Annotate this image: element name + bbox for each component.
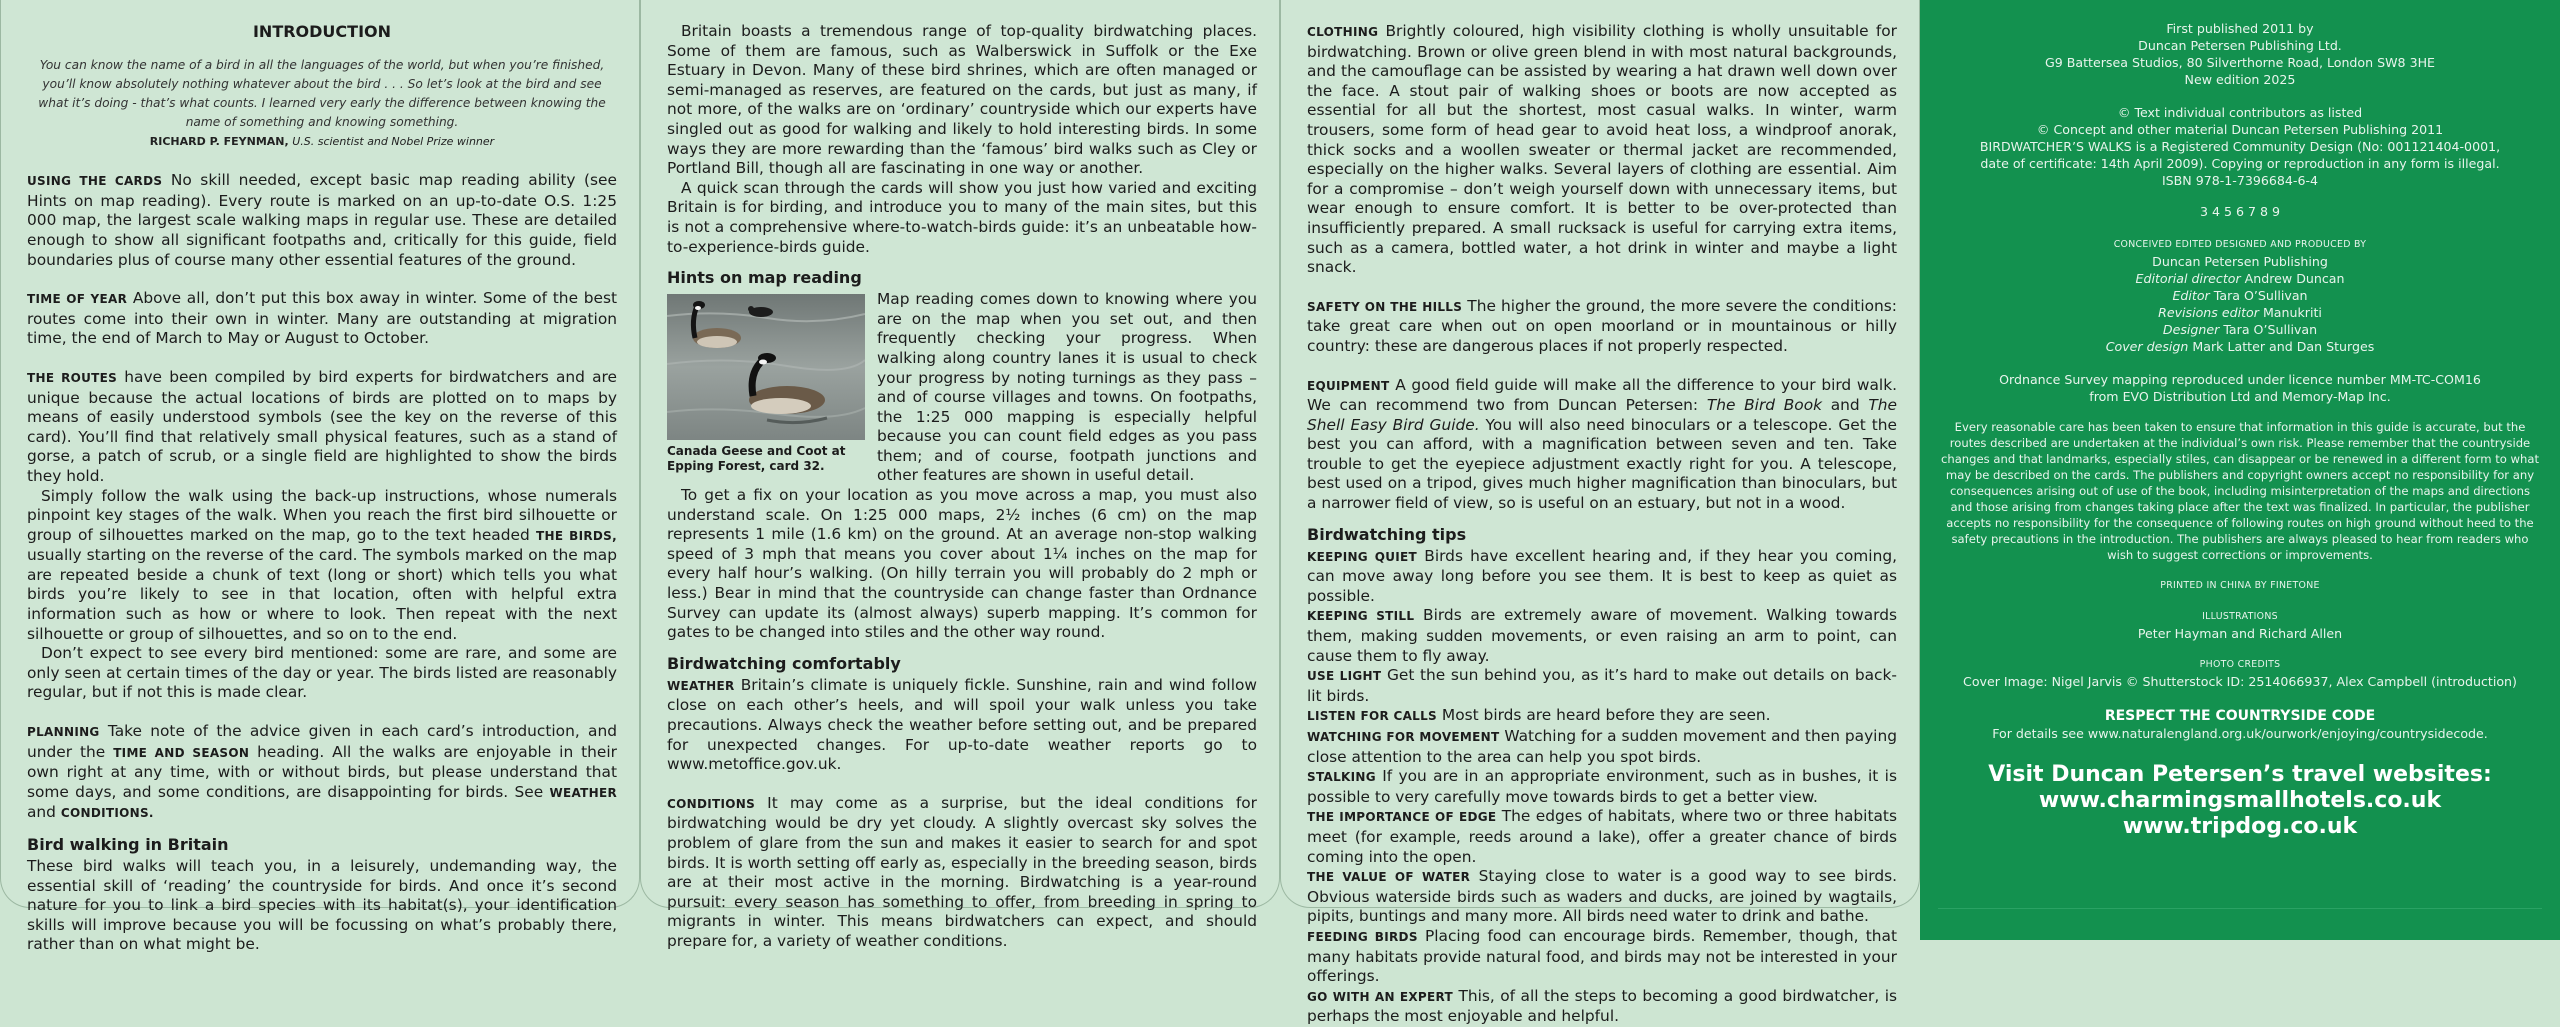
panel-clothing-tips bbox=[1280, 0, 1920, 1026]
credit-line: Editor Tara O’Sullivan bbox=[2172, 288, 2308, 303]
credit-line: Editorial director Andrew Duncan bbox=[2135, 271, 2345, 286]
bird-walking-heading: Bird walking in Britain bbox=[27, 835, 229, 854]
photo-credits-label: PHOTO CREDITS bbox=[2199, 659, 2281, 670]
geese-photo-figure bbox=[667, 294, 865, 474]
credits-list bbox=[1940, 270, 2540, 355]
tip-item: GO WITH AN EXPERT This, of all the steps to becoming a good birdwatcher, is perhaps the most enjoyable and helpful. bbox=[1307, 986, 1897, 1026]
visit-heading: Visit Duncan Petersen’s travel websites: bbox=[1988, 762, 2492, 787]
os-licence: Ordnance Survey mapping reproduced under licence number MM-TC-COM16 from EVO Distribution Ltd and Memory-Map Inc. bbox=[1999, 372, 2481, 404]
conceived-label: CONCEIVED EDITED DESIGNED AND PRODUCED BY bbox=[2113, 239, 2367, 250]
routes-paragraph: THE ROUTES have been compiled by bird experts for birdwatchers and are unique because the actual locations of birds are plotted on to maps by means of easily understood symbols (see the key on the reverse of this card). You’ll find that relatively small physical features, such as a stand of gorse, a patch of scrub, or a single field are highlighted to show the birds they hold. bbox=[27, 367, 617, 485]
disclaimer: Every reasonable care has been taken to ensure that information in this guide is accurate, but the routes described are undertaken at the individual’s own risk. Please remember that the countryside changes and that landmarks, especially stiles, can disappear or be renewed in a different form to what may be described on the cards. The publishers and copyright owners accept no responsibility for any consequences arising out of use of the book, including misinterpretation of the maps and directions and those arising from changes taking place after the text was finalized. In particular, the publisher accepts no responsibility for the consequence of following routes on high ground without heed to the safety precautions in the introduction. The publishers are always pleased to hear from readers who wish to suggest corrections or improvements. bbox=[1940, 420, 2539, 562]
map-scale-paragraph: To get a fix on your location as you move across a map, you must also understand scale. On 1:25 000 maps, 2½ inches (6 cm) on the map represents 1 mile (1.6 km) on the ground. At an average non-stop walking speed of 3 mph that means you cover about 1¼ inches on the map for every half hour’s walking. (On hilly terrain you will probably do 2 mph or less.) Bear in mind that the countryside can change faster than Ordnance Survey can update its (almost always) superb mapping. It’s common for gates to be changed into stiles and the other way round. bbox=[667, 486, 1257, 642]
weather-label: WEATHER bbox=[667, 678, 735, 693]
tip-item: KEEPING QUIET Birds have excellent hearing and, if they hear you coming, can move away long before you see them. It is best to keep as quiet as possible. bbox=[1307, 546, 1897, 605]
copyright-info: © Text individual contributors as listed © Concept and other material Duncan Petersen Publishing 2011 BIRDWATCHER’S WALKS is a Registered Community Design (No: 001121404-0001, date of certificate: 14th April 2009). Copying or reproduction in any form is illegal. ISBN 978-1-7396684-6-4 bbox=[1979, 105, 2501, 188]
expect-paragraph: Don’t expect to see every bird mentioned: some are rare, and some are only seen at certain times of the day or year. The birds listed are reasonably regular, but if not this is made clear. bbox=[27, 644, 617, 702]
panel-map-reading bbox=[640, 0, 1280, 950]
hints-heading: Hints on map reading bbox=[667, 268, 862, 288]
tips-list bbox=[1307, 547, 1897, 1027]
the-birds-label: THE BIRDS, bbox=[536, 528, 617, 543]
footer-rule bbox=[1938, 908, 2542, 909]
canada-geese-photo bbox=[667, 294, 865, 440]
comfort-heading: Birdwatching comfortably bbox=[667, 653, 901, 673]
bird-walking-paragraph: These bird walks will teach you, in a leisurely, undemanding way, the essential skill of ‘reading’ the countryside for birds. And once it’s second nature for you to link a bird species with its habitat(s), your identification skills will improve because you will be focussing on what’s probably there, rather than on what might be. bbox=[27, 857, 617, 954]
tip-item: FEEDING BIRDS Placing food can encourage birds. Remember, though, that many habitats provide natural food, and birds may not be interested in your offerings. bbox=[1307, 926, 1897, 986]
illustrators: Peter Hayman and Richard Allen bbox=[2137, 626, 2343, 641]
credit-line: Designer Tara O’Sullivan bbox=[2162, 322, 2318, 337]
publication-info: First published 2011 by Duncan Petersen Publishing Ltd. G9 Battersea Studios, 80 Silverthorne Road, London SW8 3HE New edition 2025 bbox=[2044, 21, 2436, 87]
tip-item: THE VALUE OF WATER Staying close to water is a good way to see birds. Obvious waterside birds such as waders and ducks, are joined by wagtails, pipits, buntings and many more. All birds need water to drink and bathe. bbox=[1307, 867, 1897, 926]
quote-attribution bbox=[27, 132, 617, 152]
respect-heading: RESPECT THE COUNTRYSIDE CODE bbox=[2104, 708, 2376, 724]
equipment-label: EQUIPMENT bbox=[1307, 378, 1390, 393]
weather-paragraph: WEATHER Britain’s climate is uniquely fickle. Sunshine, rain and wind follow close on each other’s heels, and will spoil your walk unless you take precautions. Always check the weather before setting out, and be prepared for unexpected changes. For up-to-date weather reports go to www.metoffice.gov.uk. bbox=[667, 675, 1257, 774]
photo-caption: Canada Geese and Coot at Epping Forest, card 32. bbox=[667, 444, 846, 474]
time-of-year-label: TIME OF YEAR bbox=[27, 292, 128, 307]
illustrations-label: ILLUSTRATIONS bbox=[2202, 611, 2278, 622]
safety-label: SAFETY ON THE HILLS bbox=[1307, 299, 1463, 314]
respect-text: For details see www.naturalengland.org.uk/ourwork/enjoying/countrysidecode. bbox=[1992, 726, 2488, 741]
tip-item: USE LIGHT Get the sun behind you, as it’s hard to make out details on back-lit birds. bbox=[1307, 666, 1897, 705]
using-cards-paragraph: USING THE CARDS No skill needed, except basic map reading ability (see Hints on map reading). Every route is marked on an up-to-date O.S. 1:25 000 map, the largest scale walking maps in regular use. These are detailed enough to show all significant footpaths and, critically for this guide, field boundaries plus of course many other essential features of the ground. bbox=[27, 171, 617, 269]
planning-paragraph: PLANNING Take note of the advice given in each card’s introduction, and under the TIME AND SEASON heading. All the walks are enjoyable in their own right at any time, with or without birds, but please understand that some days, and some conditions, are disappointing for birds. See WEATHER and CONDITIONS. bbox=[27, 722, 617, 822]
credit-line: Revisions editor Manukriti bbox=[2158, 305, 2322, 320]
conditions-paragraph: CONDITIONS It may come as a surprise, but the ideal conditions for birdwatching would be dry yet cloudy. A slightly overcast sky solves the problem of glare from the sun and makes it easier to search for and spot birds. It is worth setting off early as, especially in the breeding season, birds are at their most active in the morning. Birdwatching is a year-round pursuit: every season has something to offer, from breeding in spring to migrants in winter. This means birdwatchers can expect, and should prepare for, a variety of weather conditions. bbox=[667, 793, 1257, 950]
page-title: INTRODUCTION bbox=[252, 22, 392, 41]
using-cards-label: USING THE CARDS bbox=[27, 174, 163, 189]
hints-paragraph: Map reading comes down to knowing where you are on the map when you set out, and then frequently checking your progress. When walking along country lanes it is usual to check your progress by noting turnings as they pass – and of course villages and towns. On footpaths, the 1:25 000 mapping is especially helpful because you can count field edges as you pass them; and of course, footpath junctions and other features are shown in useful detail. bbox=[877, 290, 1257, 485]
quote-author-caption: U.S. scientist and Nobel Prize winner bbox=[292, 134, 495, 148]
website-link[interactable]: www.tripdog.co.uk bbox=[2122, 814, 2358, 839]
time-of-year-paragraph: TIME OF YEAR Above all, don’t put this box away in winter. Some of the best routes come into their own in winter. Many are outstanding at migration time, the end of March to May or August to October. bbox=[27, 289, 618, 348]
printed-in: PRINTED IN CHINA BY FINETONE bbox=[2160, 580, 2320, 591]
website-link[interactable]: www.charmingsmallhotels.co.uk bbox=[2038, 788, 2442, 813]
equipment-paragraph: EQUIPMENT A good field guide will make all the difference to your bird walk. We can recommend two from Duncan Petersen: The Bird Book and The Shell Easy Bird Guide. You will also need binoculars or a telescope. Get the best you can afford, with a magnification between seven and ten. Take trouble to get the eyepiece adjustment exactly right for you. A telescope, best used on a tripod, gives much higher magnification than binoculars, but a narrower field of view, so is useful on an estuary, but not in a wood. bbox=[1307, 375, 1897, 513]
tip-item: THE IMPORTANCE OF EDGE The edges of habitats, where two or three habitats meet (for example, reeds around a lake), offer a greater chance of birds coming into the open. bbox=[1307, 807, 1897, 866]
quick-scan-paragraph: A quick scan through the cards will show you just how varied and exciting Britain is for birding, and introduce you to many of the main sites, but this is not a comprehensive where-to-watch-birds guide: it’s an unbeatable how-to-experience-birds guide. bbox=[667, 178, 1257, 256]
conditions-label: CONDITIONS bbox=[667, 796, 756, 811]
tip-item: STALKING If you are in an appropriate environment, such as in bushes, it is possible to very carefully move towards birds to get a better view. bbox=[1307, 767, 1897, 806]
producer: Duncan Petersen Publishing bbox=[2152, 254, 2328, 269]
photo-credits: Cover Image: Nigel Jarvis © Shutterstock ID: 2514066937, Alex Campbell (introduction) bbox=[1963, 674, 2517, 689]
planning-label: PLANNING bbox=[27, 725, 100, 740]
follow-walk-paragraph: Simply follow the walk using the back-up instructions, whose numerals pinpoint key stages of the walk. When you reach the first bird silhouette or group of silhouettes marked on the map, go to the text headed THE BIRDS, usually starting on the reverse of the card. The symbols marked on the map are repeated beside a chunk of text (long or short) which tells you what birds you’re likely to see in that location, often with helpful extra information such as how or where to look. Then repeat with the next silhouette or group of silhouettes, and so on to the end. bbox=[27, 486, 617, 643]
routes-label: THE ROUTES bbox=[27, 370, 118, 385]
feynman-quote: You can know the name of a bird in all the languages of the world, but when you’re finished, you’ll know absolutely nothing whatever about the bird . . . So let’s look at the bird and see what it’s doing - that’s what counts. I learned very early the difference between knowing the name of something and knowing something. bbox=[38, 57, 606, 129]
safety-paragraph: SAFETY ON THE HILLS The higher the ground, the more severe the conditions: take great care when out on open moorland or in mountainous or hilly country: these are dangerous places if not properly respected. bbox=[1307, 296, 1897, 355]
clothing-label: CLOTHING bbox=[1307, 25, 1379, 39]
quote-author: RICHARD P. FEYNMAN, bbox=[149, 134, 289, 148]
clothing-paragraph: CLOTHING Brightly coloured, high visibility clothing is wholly unsuitable for birdwatching. Brown or olive green blend in with most natural backgrounds, and the camouflage can be assisted by wearing a hat drawn well down over the face. A stout pair of walking shoes or boots are now accepted as essential for all but the shortest, most casual walks. In winter, warm trousers, some form of head gear to avoid heat loss, a windproof anorak, thick socks and a woollen sweater or thermal jacket are recommended, especially on the higher walks. Several layers of clothing are essential. Aim for a compromise – don’t weigh yourself down with unnecessary items, but wear enough to ensure comfort. It is better to be over-protected than insufficiently prepared. A small rucksack is useful for carrying extra items, such as a camera, bottled water, a hot drink in winter and maybe a light snack. bbox=[1307, 22, 1897, 277]
britain-intro-paragraph: Britain boasts a tremendous range of top-quality birdwatching places. Some of them are famous, such as Walberswick in Suffolk or the Exe Estuary in Devon. Many of these bird shrines, which are often managed or semi-managed as reserves, are featured on the cards, but just as many, if not more, of the walks are on ‘ordinary’ countryside which our experts have singled out as good for walking and likely to hold interesting birds. In some ways they are more rewarding than the ‘famous’ bird walks such as Cley or Portland Bill, though all are fascinating in one way or another. bbox=[667, 22, 1257, 178]
print-numbers: 3 4 5 6 7 8 9 bbox=[2199, 204, 2281, 219]
tip-item: KEEPING STILL Birds are extremely aware of movement. Walking towards them, making sudden movements, or even raising an arm to point, can cause them to fly away. bbox=[1307, 606, 1897, 665]
credit-line: Cover design Mark Latter and Dan Sturges bbox=[2105, 339, 2375, 354]
tip-item: WATCHING FOR MOVEMENT Watching for a sudden movement and then paying close attention to the area can help you spot birds. bbox=[1307, 727, 1897, 766]
tip-item: LISTEN FOR CALLS Most birds are heard before they are seen. bbox=[1307, 706, 1771, 725]
panel-introduction bbox=[0, 0, 640, 954]
tips-heading: Birdwatching tips bbox=[1307, 524, 1467, 544]
panel-imprint bbox=[1920, 0, 2560, 940]
